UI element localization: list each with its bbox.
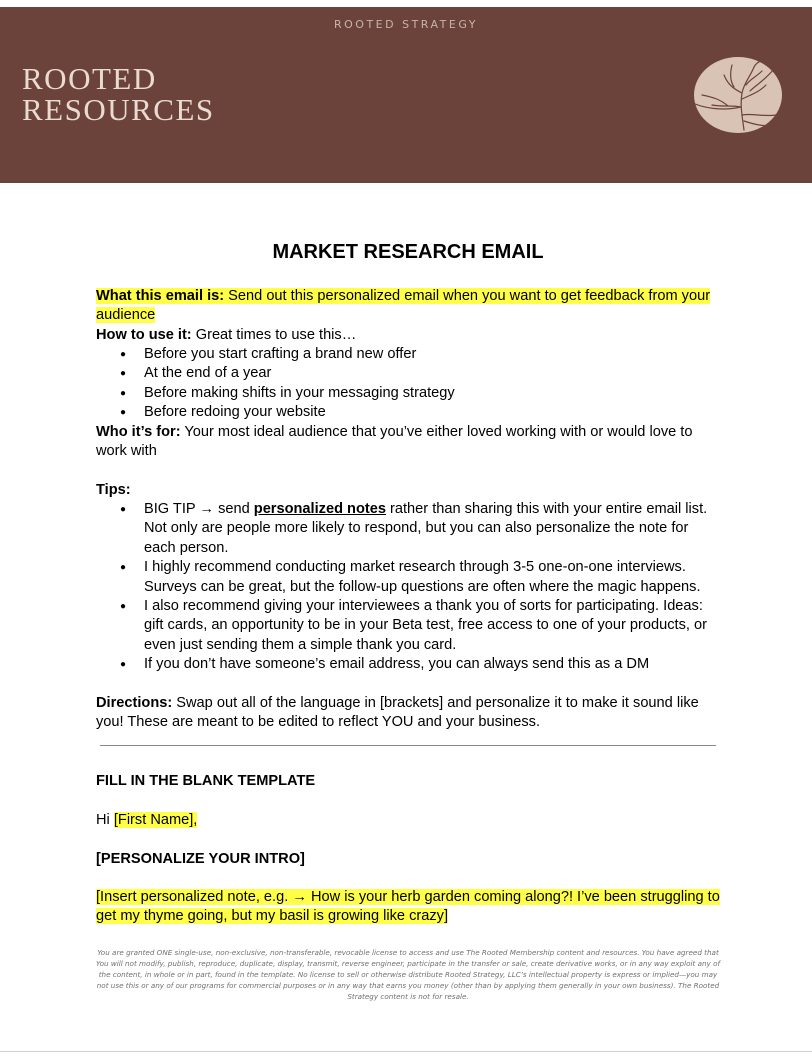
tree-circle-logo-icon xyxy=(684,55,784,135)
list-item: ● At the end of a year xyxy=(96,364,720,383)
who-section xyxy=(96,423,720,462)
tips-label: Tips: xyxy=(96,482,131,498)
who-text: Your most ideal audience that you’ve either loved working with or would love to work with xyxy=(96,424,693,460)
list-item: ● If you don’t have someone’s email address, you can always send this as a DM xyxy=(96,655,720,674)
what-section xyxy=(96,287,720,326)
how-text: Great times to use this… xyxy=(191,327,357,343)
list-item xyxy=(96,500,720,558)
header-banner xyxy=(0,7,812,183)
what-label: What this email is: xyxy=(96,288,225,304)
first-name-placeholder: [First Name], xyxy=(113,812,198,828)
note-placeholder: [Insert personalized note, e.g. → How is your herb garden coming along?! I’ve been struggling to get my thyme going, but my basil is growing like crazy] xyxy=(96,889,720,925)
section-divider xyxy=(100,745,716,746)
tip1-suffix: rather than sharing this with your entire email list. Not only are people more likely to respond, but you can also personalize the note for each person. xyxy=(144,501,708,556)
license-disclaimer: You are granted ONE single-use, non-exclusive, non-transferable, revocable license to access and use The Rooted Membership content and resources. You have agreed that You will not modify, publish, reproduce, duplicate, display, transmit, reverse engineer, participate in the transfer or sale, create derivative works, or in any way exploit any of the content, in whole or in part, found in the template. No license to sell or otherwise distribute Rooted Strategy, LLC’s intellectual property is express or implied—you may not use this or any of our programs for commercial purposes or in any way that earns you money (other than by applying them generally in your own business). The Rooted Strategy content is not for resale. xyxy=(96,948,721,1001)
list-item: ● I highly recommend conducting market research through 3-5 one-on-one interviews. Surveys can be great, but the follow-up questions are often where the magic happens. xyxy=(96,558,720,597)
page-top-edge xyxy=(0,0,812,7)
directions-section xyxy=(96,694,720,733)
how-label: How to use it: xyxy=(96,327,192,343)
intro-heading: [PERSONALIZE YOUR INTRO] xyxy=(96,851,305,867)
document-title: MARKET RESEARCH EMAIL xyxy=(272,241,544,263)
tips-list xyxy=(96,500,720,675)
list-item: ● I also recommend giving your interviewees a thank you of sorts for participating. Ideas: gift cards, an opportunity to be in your Beta test, free access to one of your products, or even just sending them a simple thank you card. xyxy=(96,597,720,655)
directions-text: Swap out all of the language in [brackets] and personalize it to make it sound like you! These are meant to be edited to reflect YOU and your business. xyxy=(96,695,699,731)
how-section xyxy=(96,326,720,345)
brand-wordmark xyxy=(22,63,215,125)
brand-line-1: ROOTED xyxy=(22,61,157,96)
greeting-line xyxy=(96,811,720,830)
tip1-prefix: BIG TIP → send xyxy=(144,501,254,517)
how-list xyxy=(96,345,720,423)
page-bottom-edge xyxy=(0,1051,812,1052)
who-label: Who it’s for: xyxy=(96,424,181,440)
personalized-notes-emphasis: personalized notes xyxy=(253,501,386,517)
what-text: Send out this personalized email when you want to get feedback from your audience xyxy=(96,288,711,324)
list-item: ● Before redoing your website xyxy=(96,403,720,422)
list-item: ● Before you start crafting a brand new offer xyxy=(96,345,720,364)
brand-line-2: RESOURCES xyxy=(22,92,215,127)
personalized-note xyxy=(96,888,720,927)
directions-label: Directions: xyxy=(96,695,173,711)
brand-tagline: ROOTED STRATEGY xyxy=(333,18,479,31)
greeting-prefix: Hi xyxy=(96,812,114,828)
template-heading: FILL IN THE BLANK TEMPLATE xyxy=(96,773,316,789)
list-item: ● Before making shifts in your messaging strategy xyxy=(96,384,720,403)
